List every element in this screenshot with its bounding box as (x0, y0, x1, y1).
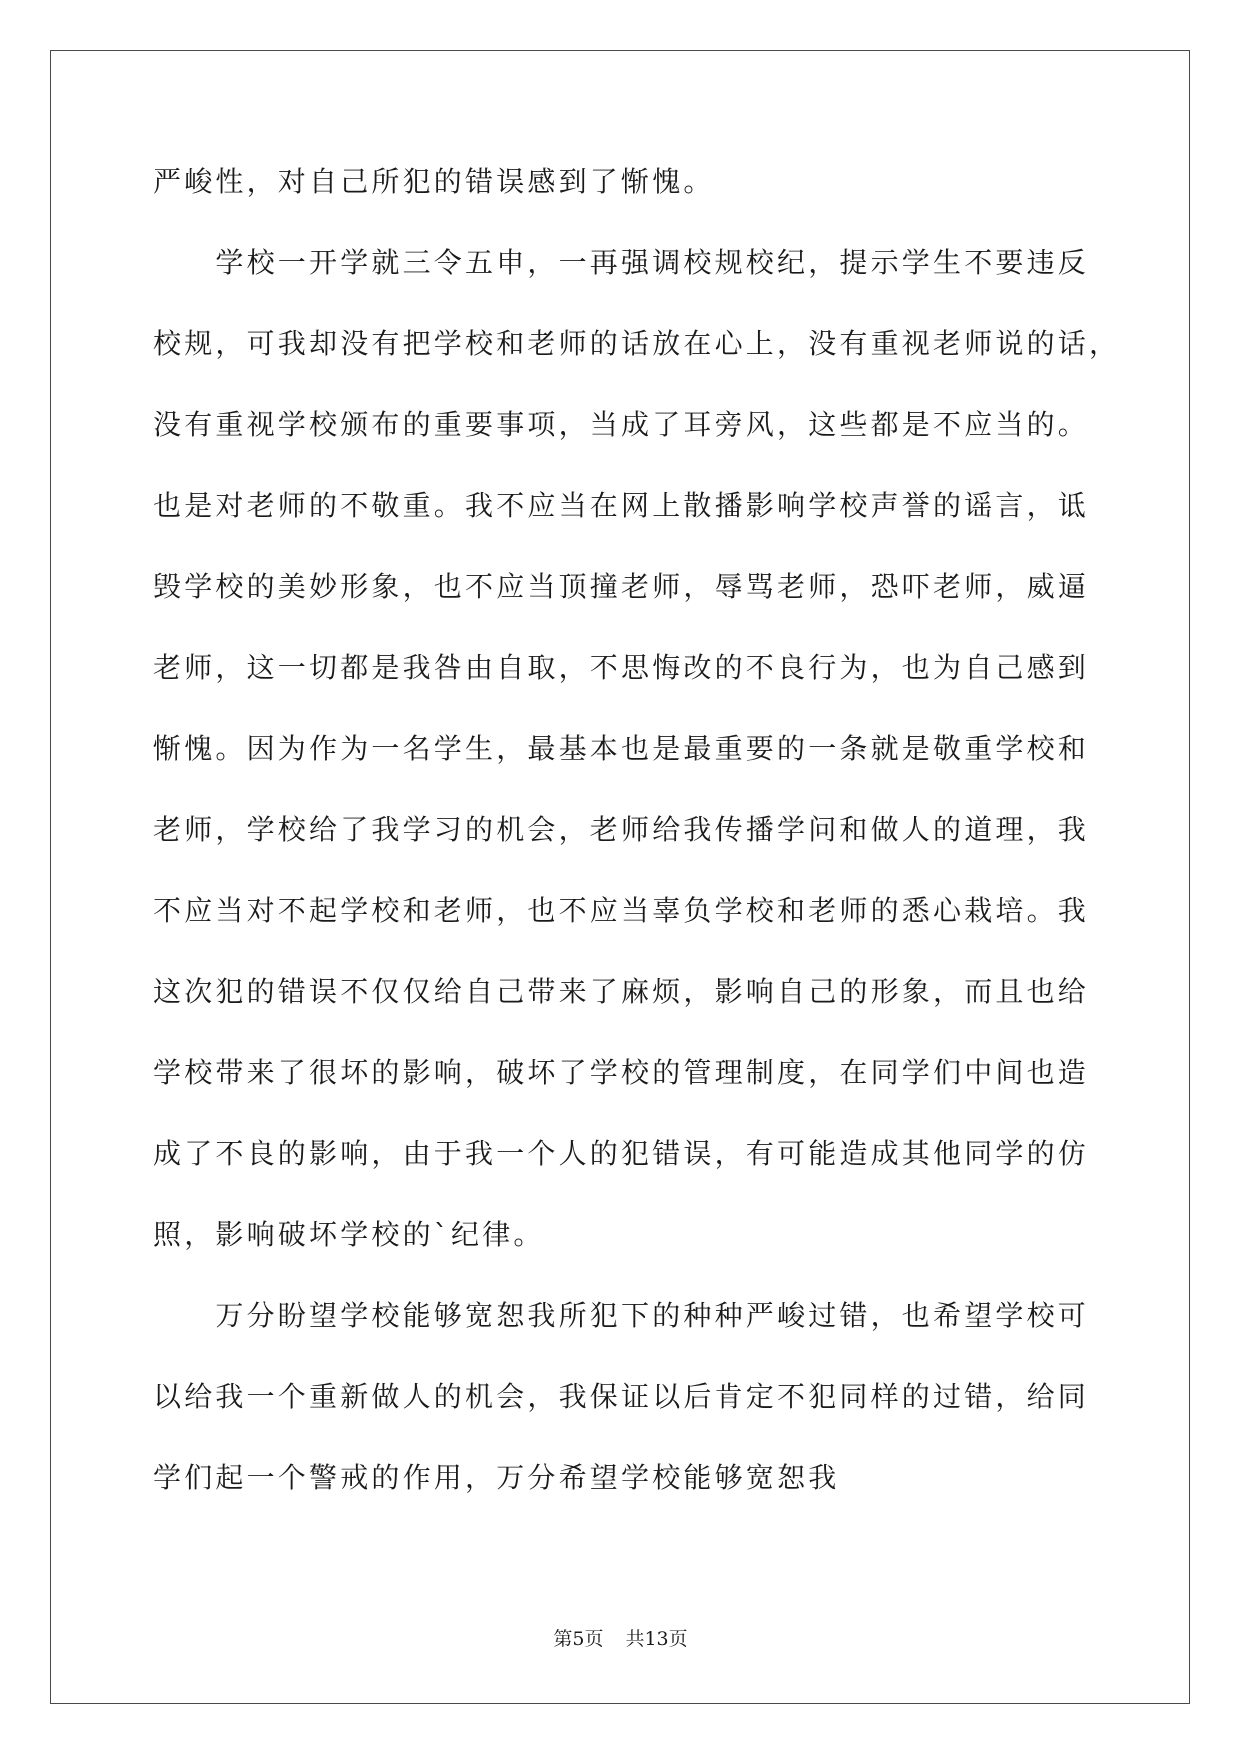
text-line: 毁学校的美妙形象，也不应当顶撞老师，辱骂老师，恐吓老师，威逼 (153, 570, 1090, 603)
text-line: 以给我一个重新做人的机会，我保证以后肯定不犯同样的过错，给同 (153, 1380, 1090, 1413)
page-total: 共13页 (625, 1628, 688, 1650)
text-line: 这次犯的错误不仅仅给自己带来了麻烦，影响自己的形象，而且也给 (153, 975, 1090, 1008)
text-line: 老师，学校给了我学习的机会，老师给我传播学问和做人的道理，我 (153, 813, 1090, 846)
text-line: 惭愧。因为作为一名学生，最基本也是最重要的一条就是敬重学校和 (153, 732, 1090, 765)
text-line: 也是对老师的不敬重。我不应当在网上散播影响学校声誉的谣言，诋 (153, 489, 1090, 522)
document-body (153, 162, 1121, 1539)
text-line: 学们起一个警戒的作用，万分希望学校能够宽恕我 (153, 1461, 840, 1494)
text-line: 学校一开学就三令五申，一再强调校规校纪，提示学生不要违反 (153, 246, 1090, 279)
text-line: 照，影响破坏学校的`纪律。 (153, 1218, 545, 1251)
text-line: 严峻性，对自己所犯的错误感到了惭愧。 (153, 165, 715, 198)
page-footer (0, 1624, 1241, 1651)
page-number: 第5页 (553, 1628, 604, 1650)
text-line: 成了不良的影响，由于我一个人的犯错误，有可能造成其他同学的仿 (153, 1137, 1090, 1170)
text-line: 校规，可我却没有把学校和老师的话放在心上，没有重视老师说的话， (153, 327, 1121, 360)
text-line: 老师，这一切都是我咎由自取，不思悔改的不良行为，也为自己感到 (153, 651, 1090, 684)
text-line: 学校带来了很坏的影响，破坏了学校的管理制度，在同学们中间也造 (153, 1056, 1090, 1089)
text-line: 不应当对不起学校和老师，也不应当辜负学校和老师的悉心栽培。我 (153, 894, 1090, 927)
text-line: 没有重视学校颁布的重要事项，当成了耳旁风，这些都是不应当的。 (153, 408, 1090, 441)
text-line: 万分盼望学校能够宽恕我所犯下的种种严峻过错，也希望学校可 (153, 1299, 1090, 1332)
